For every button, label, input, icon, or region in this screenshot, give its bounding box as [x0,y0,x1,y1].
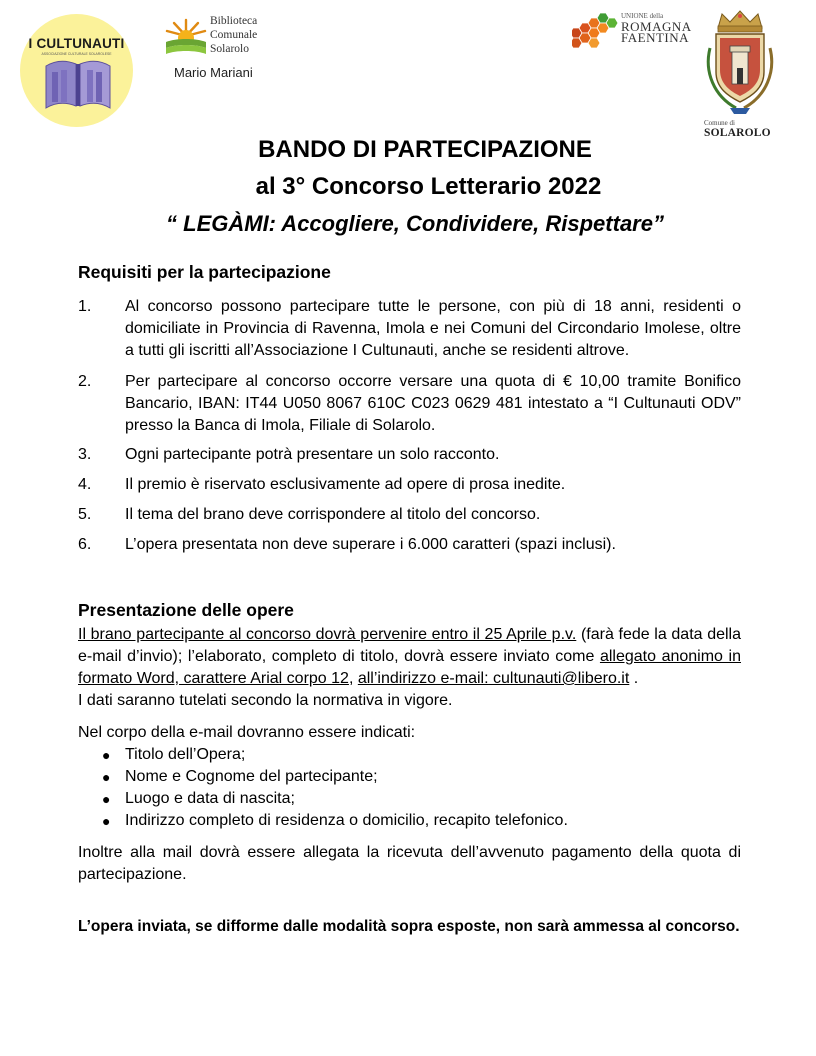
list-item-number: 2. [78,373,92,390]
rising-sun-icon [164,18,208,58]
list-item [78,810,741,832]
list-item-text: Titolo dell’Opera; [125,746,246,763]
biblioteca-line-3: Solarolo [210,42,249,55]
list-item-text: Il tema del brano deve corrispondere al titolo del concorso. [125,506,541,523]
list-item [78,474,741,496]
list-item-text: Luogo e data di nascita; [125,790,295,807]
cultunauti-logo [20,14,133,127]
coat-of-arms-icon [700,8,780,118]
list-item [78,744,741,766]
document-title: BANDO DI PARTECIPAZIONE [258,136,592,163]
paragraph-text: . [629,670,639,687]
bullet-icon: ● [102,747,111,763]
list-item-text: Nome e Cognome del partecipante; [125,768,378,785]
format-text: allegato anonimo in formato Word, carattere Arial corpo 12 [78,648,741,687]
comune-prefix: Comune di [704,119,735,127]
list-item-text: Per partecipare al concorso occorre versare una quota di € 10,00 tramite Bonifico Bancario, IBAN: IT44 U050 8067 610C C023 0629 481 intestato a “I Cultunauti ODV” presso la Banca di Imola, Filiale di Solarolo. [125,373,741,434]
biblioteca-line-1: Biblioteca [210,15,258,27]
bullet-icon: ● [102,813,111,829]
list-item [78,766,741,788]
paragraph-text: (farà fede la data della e-mail d’invio); l’elaborato, completo di titolo, dovrà essere inviato come [78,626,742,665]
submission-paragraph [78,624,741,690]
requirements-list [78,296,741,564]
list-item [78,444,741,466]
list-item [78,534,741,556]
list-item-number: 5. [78,506,92,523]
list-item-number: 4. [78,476,92,493]
bullet-icon: ● [102,769,111,785]
deadline-text: Il brano partecipante al concorso dovrà pervenire entro il 25 Aprile p.v. [78,626,577,643]
list-item [78,504,741,526]
comune-solarolo-logo [700,8,780,139]
presentation-heading: Presentazione delle opere [78,600,294,620]
hexagon-cluster-icon [572,11,620,55]
biblioteca-logo [164,15,274,85]
privacy-paragraph: I dati saranno tutelati secondo la normativa in vigore. [78,692,453,709]
comune-name: SOLAROLO [704,127,771,139]
paragraph-text: , [348,670,358,687]
list-item-number: 6. [78,536,92,553]
list-item-text: Il premio è riservato esclusivamente ad opere di prosa inedite. [125,476,566,493]
contest-theme: “ LEGÀMI: Accogliere, Condividere, Rispettare” [166,211,664,236]
list-item-text: Al concorso possono partecipare tutte le persone, con più di 18 anni, residenti o domiciliate in Provincia di Ravenna, Imola e nei Comuni del Circondario Imolese, oltre a tutti gli iscritti all’Associazione I Cultunauti, anche se residenti altrove. [125,298,741,359]
books-icon [42,58,114,110]
cultunauti-logo-title: I CULTUNAUTI [28,36,125,51]
biblioteca-name: Mario Mariani [174,65,253,80]
unione-line-3: FAENTINA [621,30,690,45]
biblioteca-logo-text [210,15,257,56]
email-body-intro: Nel corpo della e-mail dovranno essere indicati: [78,724,416,741]
document-subtitle: al 3° Concorso Letterario 2022 [255,173,602,200]
list-item-number: 3. [78,446,92,463]
list-item [78,296,741,362]
payment-receipt-paragraph: Inoltre alla mail dovrà essere allegata la ricevuta dell’avvenuto pagamento della quota di partecipazione. [78,844,741,883]
list-item-number: 1. [78,298,92,315]
list-item [78,788,741,810]
presentation-body [78,624,741,886]
final-warning: L’opera inviata, se difforme dalle modalità sopra esposte, non sarà ammessa al concorso. [78,918,740,935]
requirements-heading: Requisiti per la partecipazione [78,262,331,282]
address-label: all’indirizzo e-mail: [357,670,489,687]
list-item [78,371,741,437]
unione-line-1: UNIONE della [621,12,664,20]
email-link[interactable]: cultunauti@libero.it [492,670,630,687]
list-item-text: Ogni partecipante potrà presentare un solo racconto. [125,446,500,463]
unione-line-2: ROMAGNA [621,19,692,34]
bullet-icon: ● [102,791,111,807]
biblioteca-line-2: Comunale [210,28,258,41]
email-content-list [78,744,741,832]
list-item-text: L’opera presentata non deve superare i 6.000 caratteri (spazi inclusi). [125,536,616,553]
list-item-text: Indirizzo completo di residenza o domicilio, recapito telefonico. [125,812,568,829]
cultunauti-logo-subtitle: ASSOCIAZIONE CULTURALE SOLAROLESE [41,52,112,56]
unione-romagna-faentina-logo [572,11,700,57]
